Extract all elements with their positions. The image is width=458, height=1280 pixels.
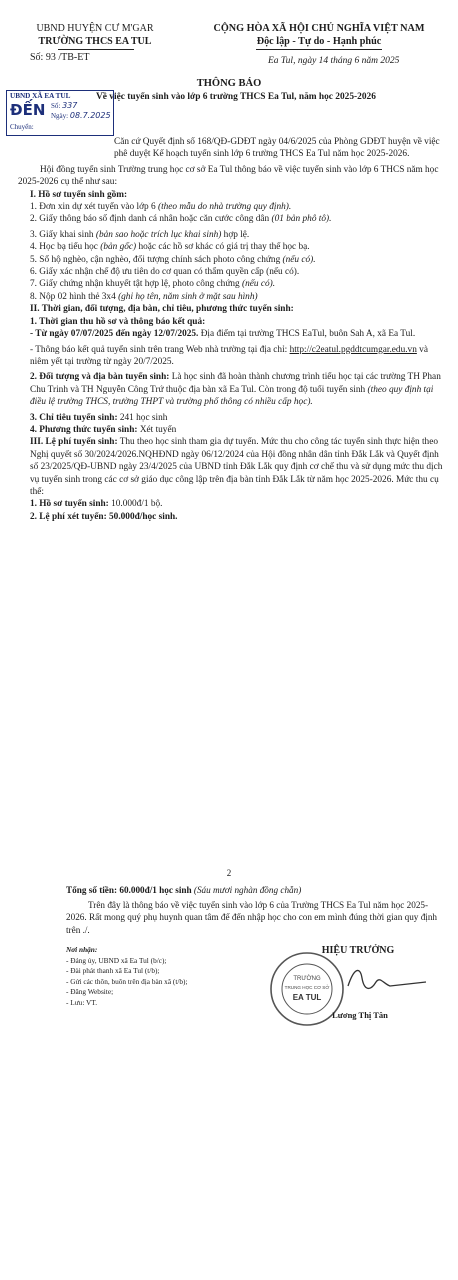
doc-body: [18, 136, 446, 523]
total-words: (Sáu mươi nghàn đồng chẵn): [193, 885, 302, 895]
total-value: 60.000đ/1 học sinh: [117, 885, 194, 895]
method-label: 4. Phương thức tuyển sinh:: [30, 424, 138, 435]
seal-name-text: EA TUL: [292, 993, 322, 1002]
issuer-underline: [58, 49, 134, 50]
recipient-item: - Đài phát thanh xã Ea Tul (t/b);: [66, 966, 160, 975]
total-label: Tổng số tiền:: [66, 885, 118, 895]
recipient-item: - Lưu: VT.: [66, 997, 98, 1007]
result-notice: [18, 344, 446, 369]
item-note: (theo mẫu do nhà trường quy định).: [157, 202, 292, 213]
section-2-heading: II. Thời gian, đối tượng, địa bàn, chỉ tiêu, phương thức tuyển sinh:: [30, 304, 294, 315]
item-text: 1. Đơn xin dự xét tuyển vào lớp 6: [30, 202, 158, 213]
item-text: 7. Giấy chứng nhận khuyết tật hợp lệ, photo công chứng: [30, 279, 242, 290]
issuer-parent: UBND HUYỆN CƯ M'GAR: [36, 23, 154, 34]
subsection-1-heading: 1. Thời gian thu hồ sơ và thông báo kết quả:: [30, 316, 206, 327]
stamp-forward: [10, 123, 34, 131]
item-note: (bản gốc): [100, 242, 137, 253]
signer-name: Lương Thị Tân: [332, 1010, 388, 1020]
item-text: 5. Sổ hộ nghèo, cận nghèo, đối tượng chính sách photo công chứng: [30, 254, 283, 265]
stamp-date: [51, 111, 111, 120]
national-motto: Độc lập - Tự do - Hạnh phúc: [256, 36, 382, 47]
issuer-school: TRƯỜNG THCS EA TUL: [38, 36, 152, 47]
result-text-end: và niêm yết tại trường từ ngày 20/7/2025.: [30, 344, 428, 367]
fee-text: Thu theo học sinh tham gia dự tuyển. Mức thu cho công tác tuyển sinh thực hiện theo Nghị quyết số 30/2024/2026.NQHĐND ngày 06/12/2024 của Hội đồng nhân dân tỉnh Đắk Lắk và Quyết định số 23/2025/QĐ-UBND ngày 23/4/2025 của UBND tỉnh Đắk Lắk quy định cơ chế thu và sử dụng mức thu dịch vụ tuyển sinh trong các cơ sở giáo dục công lập trên địa bàn tỉnh Đắk Lắk từ năm học 2025-2026. Mức thu cụ thể:: [30, 437, 443, 497]
signer-title: HIỆU TRƯỞNG: [321, 945, 395, 956]
doc-number: Số: 93 /TB-ET: [30, 52, 90, 63]
signature-icon: [340, 960, 430, 1000]
page-2-body: [66, 884, 446, 936]
item-note: (nếu có).: [242, 279, 276, 290]
stamp-den: ĐẾN: [10, 101, 46, 119]
fee-paragraph: [18, 436, 446, 498]
stamp-number: [51, 101, 77, 110]
list-item: [18, 229, 446, 241]
item-text: 3. Giấy khai sinh: [30, 229, 96, 240]
doc-title: THÔNG BÁO: [196, 78, 262, 89]
list-item: [18, 254, 446, 266]
fee-value: 50.000đ/học sinh.: [106, 511, 178, 522]
recipients-block: [66, 945, 266, 1008]
stamp-number-value: 337: [62, 101, 78, 110]
section-3-heading: III. Lệ phí tuyển sinh:: [30, 437, 118, 448]
eligibility-paragraph: [18, 371, 446, 408]
item-note: (ghi họ tên, năm sinh ở mặt sau hình): [118, 291, 258, 302]
national-header: [188, 22, 450, 48]
fee-label: 2. Lệ phí xét tuyển:: [30, 511, 107, 522]
item-note: (01 bản phô tô).: [271, 214, 332, 225]
recipients-title: Nơi nhận:: [66, 945, 98, 954]
result-text: - Thông báo kết quả tuyển sinh trên trang Web nhà trường tại địa chỉ:: [30, 344, 290, 355]
method-line: [18, 424, 446, 436]
recipient-item: - Đảng ủy, UBND xã Ea Tul (b/c);: [66, 955, 167, 965]
issuer-block: [10, 22, 180, 48]
stamp-date-label: Ngày:: [51, 112, 69, 120]
doc-date: Ea Tul, ngày 14 tháng 6 năm 2025: [268, 56, 400, 66]
section-1-heading: I. Hồ sơ tuyển sinh gồm:: [30, 189, 128, 200]
item-note: (nếu có).: [282, 254, 316, 265]
list-item: [18, 241, 446, 253]
eligibility-text: Là học sinh đã hoàn thành chương trình tiểu học tại các trường TH Phan Chu Trinh và TH Nguyễn Công Trứ thuộc địa bàn xã Ea Tul. Còn trong độ tuổi tuyển sinh: [30, 372, 441, 395]
subsection-2-heading: 2. Đối tượng và địa bàn tuyển sinh:: [30, 372, 170, 383]
stamp-org: UBND XÃ EA TUL: [10, 92, 71, 100]
list-item: [18, 213, 446, 225]
motto-underline: [256, 49, 382, 50]
national-title: CỘNG HÒA XÃ HỘI CHỦ NGHĨA VIỆT NAM: [213, 23, 425, 34]
stamp-date-value: 08.7.2025: [69, 111, 111, 120]
item-text: 4. Học bạ tiểu học: [30, 242, 101, 253]
item-text-end: hoặc các hồ sơ khác có giá trị thay thế học bạ.: [136, 242, 310, 253]
seal-mid-text: TRUNG HỌC CƠ SỞ: [284, 985, 330, 990]
total-line: [66, 884, 446, 896]
intro-paragraph: Hội đồng tuyển sinh Trường trung học cơ sở Ea Tul thông báo về việc tuyển sinh vào lớp 6 THCS năm học 2025-2026 cụ thể như sau:: [18, 164, 439, 188]
item-text: 8. Nộp 02 hình thẻ 3x4: [30, 291, 119, 302]
incoming-stamp: [6, 90, 114, 136]
eligibility-note: (theo quy định tại điều lệ trường THCS, trường THPT và trường phổ thông có nhiều cấp học).: [30, 384, 434, 408]
doc-subtitle: Về việc tuyển sinh vào lớp 6 trường THCS Ea Tul, năm học 2025-2026: [96, 92, 376, 102]
list-item: [18, 201, 446, 213]
fee-line: [18, 498, 446, 510]
item-note: (bản sao hoặc trích lục khai sinh): [95, 229, 222, 240]
page-number: 2: [226, 868, 232, 878]
closing-paragraph: Trên đây là thông báo về việc tuyển sinh vào lớp 6 của Trường THCS Ea Tul năm học 2025-2026. Rất mong quý phụ huynh quan tâm để đến nhập học cho con em mình đúng thời gian quy định trên ./.: [66, 900, 438, 935]
fee-line: [18, 511, 446, 523]
stamp-forward-label: Chuyển:: [10, 123, 34, 131]
quota-value: 241 học sinh: [117, 412, 168, 423]
intake-period: [18, 328, 446, 340]
list-item: [18, 291, 446, 303]
item-text: 2. Giấy thông báo số định danh cá nhân hoặc căn cước công dân: [30, 214, 272, 225]
seal-top-text: TRƯỜNG: [293, 976, 321, 982]
fee-label: 1. Hồ sơ tuyển sinh:: [30, 499, 109, 510]
list-item: [18, 278, 446, 290]
method-value: Xét tuyển: [137, 424, 177, 435]
recipient-item: - Đăng Website;: [66, 987, 114, 996]
quota-line: [18, 412, 446, 424]
stamp-number-label: Số:: [51, 102, 61, 110]
legal-basis: Căn cứ Quyết định số 168/QĐ-GDĐT ngày 04/6/2025 của Phòng GDĐT huyện về việc phê duyệt Kế hoạch tuyển sinh lớp 6 trường THCS Ea Tul năm học 2025-2026.: [114, 137, 440, 160]
item-text-end: hợp lệ.: [221, 229, 250, 240]
list-item: 6. Giấy xác nhận chế độ ưu tiên do cơ quan có thẩm quyền cấp (nếu có).: [30, 267, 300, 278]
school-website-link[interactable]: http://c2eatul.pgddtcumgar.edu.vn: [289, 344, 417, 355]
intake-dates: - Từ ngày 07/07/2025 đến ngày 12/07/2025.: [30, 329, 199, 340]
intake-location: Địa điểm tại trường THCS EaTul, buôn Sah A, xã Ea Tul.: [198, 329, 416, 340]
quota-label: 3. Chỉ tiêu tuyển sinh:: [30, 412, 118, 423]
recipient-item: - Gửi các thôn, buôn trên địa bàn xã (t/b);: [66, 976, 188, 986]
fee-value: 10.000đ/1 bộ.: [108, 499, 163, 510]
